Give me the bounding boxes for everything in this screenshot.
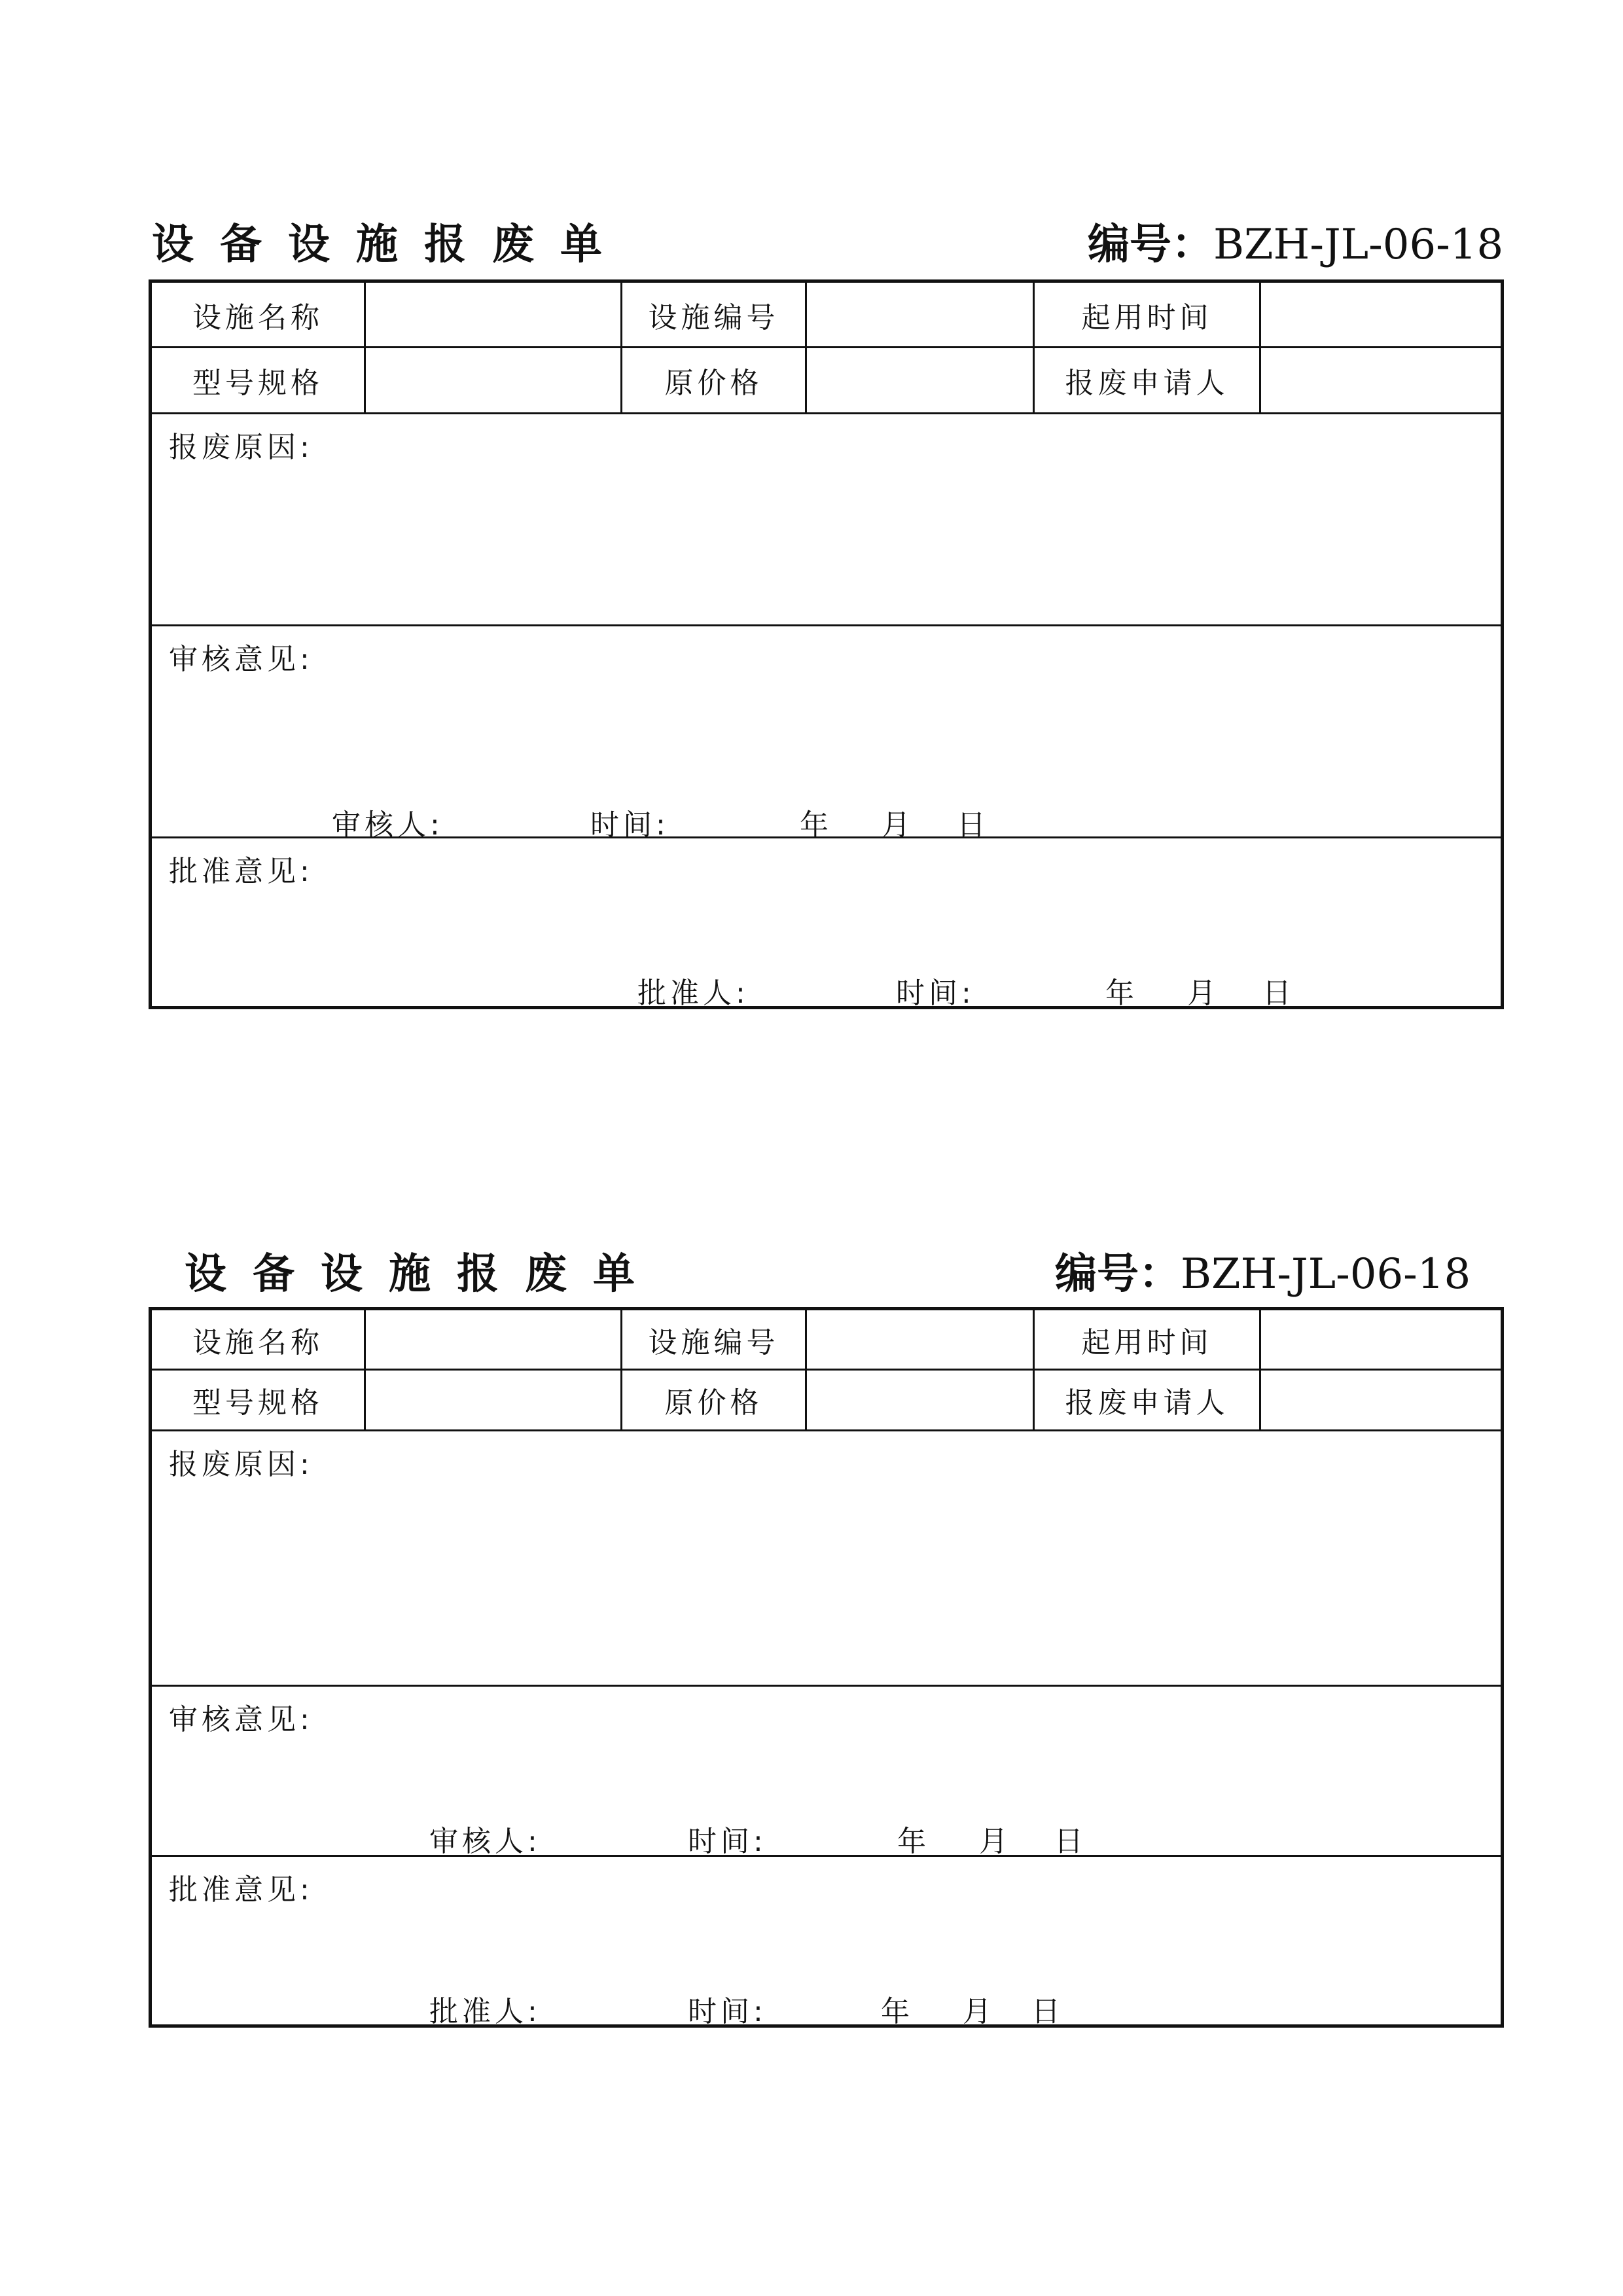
approval-time-label: 时间: [688, 1995, 767, 2028]
approval-year: 年 [881, 1995, 914, 2028]
original-price-label: 原价格 [622, 348, 806, 414]
review-year: 年 [800, 808, 832, 842]
approval-month: 月 [963, 1995, 995, 2028]
approval-opinion-area[interactable] [151, 838, 1503, 1008]
original-price-field[interactable] [806, 1370, 1034, 1431]
review-signature-line [429, 1818, 1215, 1858]
approval-signature-line [429, 1988, 1215, 2028]
facility-name-field[interactable] [365, 281, 622, 348]
form-title: 设备设施报废单 [185, 1250, 661, 1299]
approval-opinion-label: 批准意见: [169, 1873, 313, 1907]
start-date-label: 起用时间 [1034, 1309, 1260, 1370]
start-date-field[interactable] [1260, 281, 1503, 348]
start-date-field[interactable] [1260, 1309, 1503, 1370]
approval-signature-line [637, 969, 1423, 1010]
reviewer-label: 审核人: [429, 1825, 541, 1858]
review-day: 日 [1054, 1825, 1087, 1858]
review-opinion-label: 审核意见: [169, 1703, 313, 1736]
applicant-label: 报废申请人 [1034, 348, 1260, 414]
approval-month: 月 [1187, 977, 1220, 1010]
review-month: 月 [979, 1825, 1012, 1858]
form-code-value: BZH-JL-06-18 [1213, 221, 1504, 269]
review-time-label: 时间: [590, 808, 669, 842]
facility-number-label: 设施编号 [622, 1309, 806, 1370]
approver-label: 批准人: [429, 1995, 541, 2028]
review-opinion-area[interactable] [151, 1686, 1503, 1856]
scrap-reason-area[interactable] [151, 1431, 1503, 1686]
model-spec-label: 型号规格 [151, 1370, 365, 1431]
approval-day: 日 [1262, 977, 1295, 1010]
approver-label: 批准人: [637, 977, 749, 1010]
start-date-label: 起用时间 [1034, 281, 1260, 348]
approval-year: 年 [1105, 977, 1138, 1010]
model-spec-field[interactable] [365, 1370, 622, 1431]
approval-opinion-label: 批准意见: [169, 855, 313, 888]
applicant-label: 报废申请人 [1034, 1370, 1260, 1431]
facility-name-label: 设施名称 [151, 1309, 365, 1370]
form-code-label: 编号： [1055, 1249, 1181, 1299]
review-signature-line [332, 801, 1117, 842]
form-code-label: 编号： [1088, 220, 1213, 269]
review-day: 日 [957, 808, 990, 842]
facility-number-field[interactable] [806, 1309, 1034, 1370]
facility-name-field[interactable] [365, 1309, 622, 1370]
model-spec-field[interactable] [365, 348, 622, 414]
scrap-reason-label: 报废原因: [169, 1448, 313, 1481]
model-spec-label: 型号规格 [151, 348, 365, 414]
review-opinion-area[interactable] [151, 626, 1503, 842]
applicant-field[interactable] [1260, 348, 1503, 414]
facility-name-label: 设施名称 [151, 281, 365, 348]
form-code [1088, 211, 1503, 271]
original-price-label: 原价格 [622, 1370, 806, 1431]
form-code [1055, 1240, 1471, 1300]
reviewer-label: 审核人: [332, 808, 444, 842]
approval-opinion-area[interactable] [151, 1856, 1503, 2026]
facility-number-label: 设施编号 [622, 281, 806, 348]
original-price-field[interactable] [806, 348, 1034, 414]
form-title: 设备设施报废单 [152, 221, 628, 269]
scrap-reason-label: 报废原因: [169, 431, 313, 464]
review-month: 月 [882, 808, 914, 842]
review-time-label: 时间: [688, 1825, 767, 1858]
form-table [149, 279, 1504, 1009]
applicant-field[interactable] [1260, 1370, 1503, 1431]
facility-number-field[interactable] [806, 281, 1034, 348]
review-opinion-label: 审核意见: [169, 643, 313, 676]
approval-day: 日 [1031, 1995, 1064, 2028]
approval-time-label: 时间: [896, 977, 975, 1010]
review-year: 年 [897, 1825, 930, 1858]
scrap-reason-area[interactable] [151, 414, 1503, 626]
form-table [149, 1307, 1504, 2028]
form-code-value: BZH-JL-06-18 [1181, 1250, 1471, 1299]
